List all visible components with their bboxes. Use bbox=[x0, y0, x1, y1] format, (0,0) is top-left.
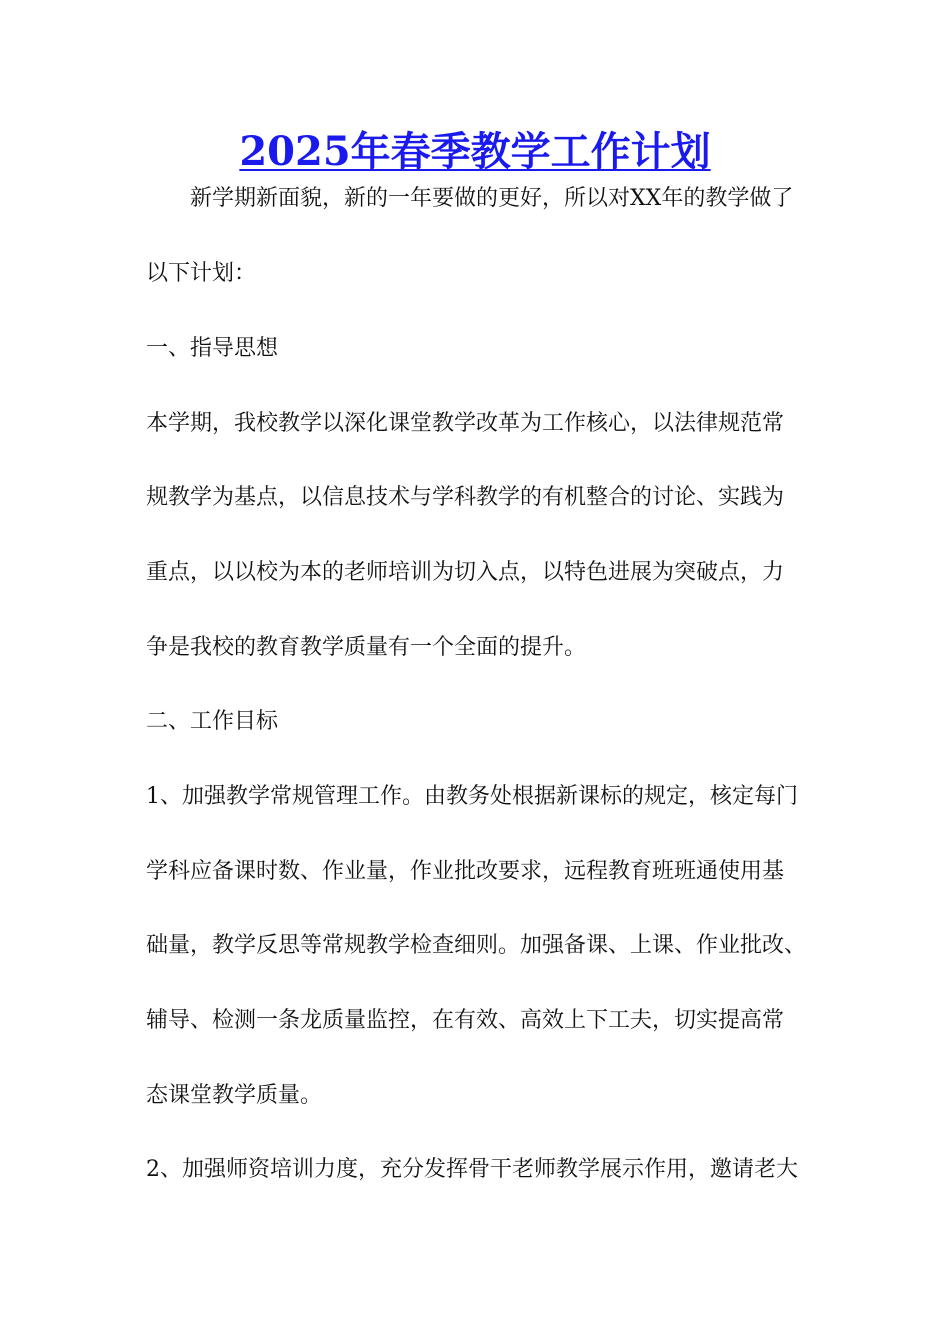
paragraph-line: 学科应备课时数、作业量，作业批改要求，远程教育班班通使用基 bbox=[146, 859, 785, 884]
paragraph-line: 本学期，我校教学以深化课堂教学改革为工作核心，以法律规范常 bbox=[146, 411, 785, 436]
section-heading: 二、工作目标 bbox=[146, 709, 279, 734]
paragraph-line: 以下计划： bbox=[146, 261, 257, 286]
paragraph-line: 争是我校的教育教学质量有一个全面的提升。 bbox=[146, 635, 587, 660]
paragraph-line: 规教学为基点，以信息技术与学科教学的有机整合的讨论、实践为 bbox=[146, 485, 785, 510]
section-heading: 一、指导思想 bbox=[146, 336, 279, 361]
paragraph-line: 重点，以以校为本的老师培训为切入点，以特色进展为突破点，力 bbox=[146, 560, 785, 585]
paragraph-line: 1、加强教学常规管理工作。由教务处根据新课标的规定，核定每门 bbox=[146, 784, 798, 809]
document-title[interactable]: 2025年春季教学工作计划 bbox=[239, 128, 711, 175]
paragraph-line: 础量，教学反思等常规教学检查细则。加强备课、上课、作业批改、 bbox=[146, 933, 807, 958]
paragraph-line: 辅导、检测一条龙质量监控，在有效、高效上下工夫，切实提高常 bbox=[146, 1008, 785, 1033]
paragraph-line: 态课堂教学质量。 bbox=[146, 1083, 323, 1108]
paragraph-line: 新学期新面貌，新的一年要做的更好，所以对XX年的教学做了 bbox=[190, 186, 794, 211]
paragraph-line: 2、加强师资培训力度，充分发挥骨干老师教学展示作用，邀请老大 bbox=[146, 1157, 798, 1182]
